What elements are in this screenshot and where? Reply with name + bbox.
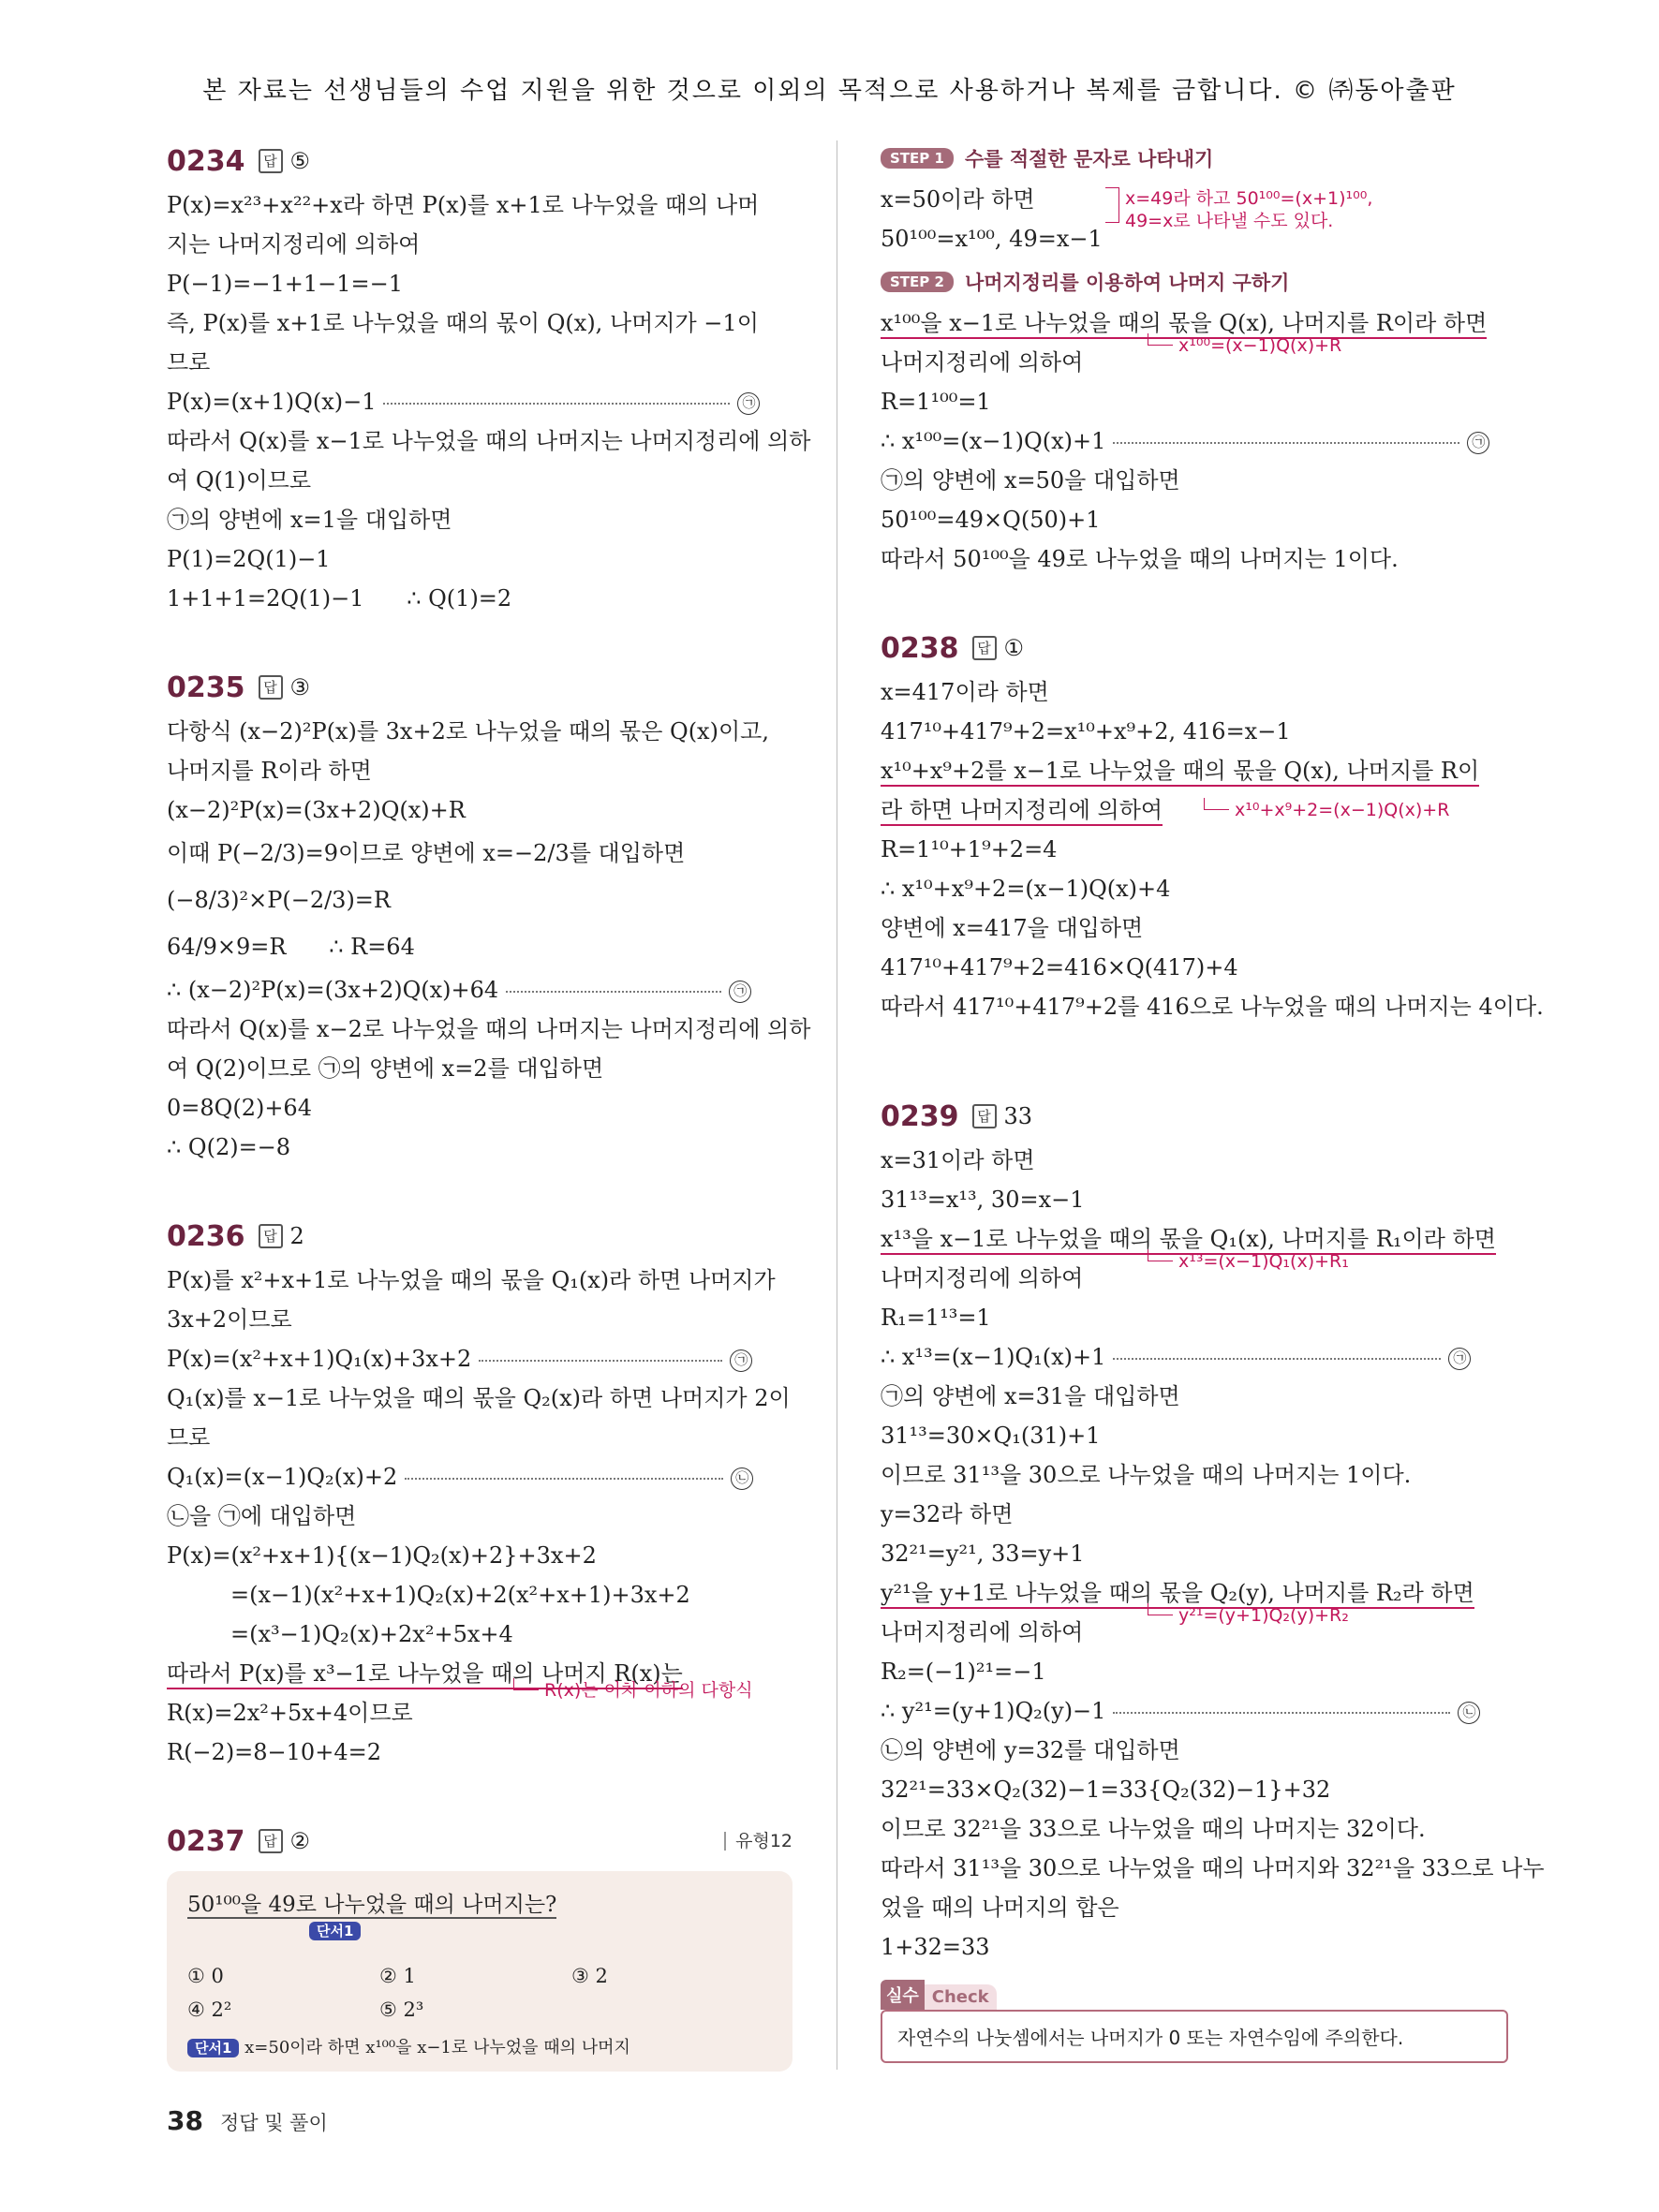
page-footer [167,2105,328,2136]
equation: 50¹⁰⁰=x¹⁰⁰, 49=x−1 [881,226,1103,252]
side-note [1204,798,1449,821]
choice-5[interactable]: ⑤ 2³ [379,1998,424,2021]
answer-icon: 답 [259,1829,283,1853]
solution-0237 [881,140,1510,579]
underlined-text: x¹⁰⁰을 x−1로 나누었을 때의 몫을 Q(x), 나머지를 R이라 하면 [881,310,1487,339]
text-line: 417¹⁰+417⁹+2=x¹⁰+x⁹+2, 416=x−1 [881,718,1291,745]
text-line: 31¹³=x¹³, 30=x−1 [881,1187,1085,1213]
step-1-header [881,140,1510,176]
leader-dots [405,1478,723,1480]
question-box [167,1871,792,2072]
arrow-icon [513,1678,539,1690]
equation-line [881,421,1510,461]
equation: R(x)=2x²+5x+4이므로 [167,1700,413,1726]
text-line: y=32라 하면 [881,1501,1014,1527]
text-line: 0=8Q(2)+64 [167,1095,312,1121]
copyright-notice: 본 자료는 선생님들의 수업 지원을 위한 것으로 이외의 목적으로 사용하거나 복제를 금합니다. © ㈜동아출판 [202,77,1457,105]
equation-line [167,382,792,421]
choice-4[interactable]: ④ 2² [187,1998,232,2021]
text-line: R=1¹⁰+1⁹+2=4 [881,836,1058,863]
answer-value: ② [289,1828,311,1854]
note-text: y²¹=(y+1)Q₂(y)+R₂ [1178,1605,1349,1626]
question-underlined: 50¹⁰⁰을 49로 나누었을 때의 나머지는? [187,1893,557,1917]
note-text: x=49라 하고 50¹⁰⁰=(x+1)¹⁰⁰, [1125,188,1373,209]
problem-number: 0239 [881,1099,959,1133]
equation-line [881,1691,1510,1731]
answer-value: 2 [289,1223,304,1249]
text-line [167,1680,792,1733]
text-line: =(x³−1)Q₂(x)+2x²+5x+4 [230,1621,513,1647]
side-note [1148,333,1341,357]
leader-dots [383,403,730,405]
answer-icon: 답 [972,1104,997,1128]
equation-line [881,1337,1510,1377]
problem-number: 0235 [167,671,245,704]
text: 나머지정리에 의하여 [881,1619,1084,1645]
text-line: 32²¹=33×Q₂(32)−1=33{Q₂(32)−1}+32 [881,1777,1331,1803]
problem-number: 0237 [167,1824,245,1858]
text-line: 1+1+1=2Q(1)−1 ∴ Q(1)=2 [167,585,512,612]
text-line: 여 Q(1)이므로 [167,467,312,494]
answer-icon: 답 [259,149,283,173]
equation: ∴ y²¹=(y+1)Q₂(y)−1 [881,1698,1106,1724]
underlined-text: 라 하면 나머지정리에 의하여 [881,797,1163,826]
text-line [881,790,1510,830]
arrow-icon [1148,333,1173,346]
text-line: 었을 때의 나머지의 합은 [881,1895,1119,1921]
arrow-icon [1148,1603,1173,1615]
check-box: 자연수의 나눗셈에서는 나머지가 0 또는 자연수임에 주의한다. [881,2010,1508,2063]
text-line: Q₁(x)를 x−1로 나누었을 때의 몫을 Q₂(x)라 하면 나머지가 2이 [167,1385,791,1411]
equation: ∴ x¹⁰⁰=(x−1)Q(x)+1 [881,428,1106,454]
circled-label: ㉠ [737,392,760,415]
clue-badge: 단서1 [187,2039,239,2057]
problem-0236 [167,1216,792,1772]
mistake-badge: 실수 [881,1980,925,2010]
clue-text [187,2034,772,2058]
underlined-text: y²¹을 y+1로 나누었을 때의 몫을 Q₂(y), 나머지를 R₂라 하면 [881,1580,1474,1609]
text-line: x=417이라 하면 [881,679,1049,705]
step-badge: STEP 1 [881,148,954,169]
text-line: =(x−1)(x²+x+1)Q₂(x)+2(x²+x+1)+3x+2 [230,1582,690,1608]
text-line: 50¹⁰⁰=49×Q(50)+1 [881,507,1101,533]
answer-value: ⑤ [289,148,311,174]
text-line: 3x+2이므로 [167,1306,292,1333]
answer-value: 33 [1003,1103,1033,1129]
circled-label: ㉠ [1448,1348,1471,1370]
side-note [1148,1603,1349,1627]
text-line: 므로 [167,1424,211,1451]
equation-line [167,970,792,1010]
text-line [881,1605,1510,1652]
step-title: 나머지정리를 이용하여 나머지 구하기 [964,272,1290,294]
circled-label: ㉠ [1467,432,1489,454]
text-line: 1+32=33 [881,1934,990,1960]
text-line: 여 Q(2)이므로 ㉠의 양변에 x=2를 대입하면 [167,1055,604,1082]
underlined-text: x¹⁰+x⁹+2를 x−1로 나누었을 때의 몫을 Q(x), 나머지를 R이 [881,758,1479,787]
note-text: R(x)는 이차 이하의 다항식 [544,1680,753,1701]
text-line: 31¹³=30×Q₁(31)+1 [881,1423,1101,1449]
text-line: 32²¹=y²¹, 33=y+1 [881,1541,1085,1567]
note-text: x¹⁰⁰=(x−1)Q(x)+R [1178,335,1342,356]
answer-value: ③ [289,674,311,700]
equation-line [167,1457,792,1497]
text-line: (−8/3)²×P(−2/3)=R [167,887,391,913]
step-title: 수를 적절한 문자로 나타내기 [964,148,1214,170]
text-line: 따라서 50¹⁰⁰을 49로 나누었을 때의 나머지는 1이다. [881,546,1399,572]
circled-label: ㉡ [1458,1702,1480,1724]
text-line: P(x)=(x²+x+1){(x−1)Q₂(x)+2}+3x+2 [167,1542,597,1569]
choice-1[interactable]: ① 0 [187,1965,224,1987]
page-number: 38 [167,2105,203,2136]
circled-label: ㉠ [730,1349,752,1372]
leader-dots [1113,442,1459,444]
circled-label: ㉡ [731,1467,753,1490]
underlined-text: 따라서 P(x)를 x³−1로 나누었을 때의 나머지 R(x)는 [167,1660,683,1689]
text-line: ㉠의 양변에 x=31을 대입하면 [881,1383,1180,1409]
footer-label: 정답 및 풀이 [219,2112,328,2134]
problem-0239 [881,1096,1545,2063]
text: 나머지정리에 의하여 [881,1265,1084,1291]
right-column [881,140,1545,2063]
note-text: 49=x로 나타낼 수도 있다. [1125,211,1334,231]
problem-number: 0238 [881,631,959,665]
check-badge: Check [925,1984,997,2010]
text-line: ∴ Q(2)=−8 [167,1134,291,1160]
note-text: x¹⁰+x⁹+2=(x−1)Q(x)+R [1235,800,1450,820]
text-line: P(−1)=−1+1−1=−1 [167,271,403,297]
equation: ∴ (x−2)²P(x)=(3x+2)Q(x)+64 [167,977,499,1003]
text-line: 따라서 Q(x)를 x−2로 나누었을 때의 나머지는 나머지정리에 의하 [167,1016,811,1042]
text-line: ㉠의 양변에 x=1을 대입하면 [167,507,452,533]
text-line: ㉡을 ㉠에 대입하면 [167,1503,357,1529]
equation: P(x)=(x+1)Q(x)−1 [167,389,377,415]
problem-number: 0236 [167,1219,245,1253]
text-line: x=50이라 하면 [881,186,1035,213]
text-line: 따라서 31¹³을 30으로 나누었을 때의 나머지와 32²¹을 33으로 나누 [881,1855,1545,1881]
arrow-icon [1204,798,1229,810]
question-text [187,1888,772,1922]
text-line: 다항식 (x−2)²P(x)를 3x+2로 나누었을 때의 몫은 Q(x)이고, [167,718,769,745]
side-note [1148,1249,1349,1273]
left-column [167,140,811,2072]
equation-line [167,1339,792,1379]
answer-value: ① [1003,635,1025,661]
problem-0234 [167,140,811,618]
text-line: P(x)=x²³+x²²+x라 하면 P(x)를 x+1로 나누었을 때의 나머 [167,192,760,218]
text-line: 417¹⁰+417⁹+2=416×Q(417)+4 [881,954,1238,981]
text-line: 따라서 417¹⁰+417⁹+2를 416으로 나누었을 때의 나머지는 4이다. [881,994,1544,1020]
text-line: 양변에 x=417을 대입하면 [881,915,1144,941]
side-note [1105,187,1372,232]
hint-badge-row [187,1922,772,1942]
text-line: 64/9×9=R ∴ R=64 [167,934,415,960]
answer-icon: 답 [259,1224,283,1248]
clue-content: x=50이라 하면 x¹⁰⁰을 x−1로 나누었을 때의 나머지 [244,2038,630,2057]
text-line: P(1)=2Q(1)−1 [167,546,331,572]
equation: P(x)=(x²+x+1)Q₁(x)+3x+2 [167,1346,472,1372]
text-line: R=1¹⁰⁰=1 [881,389,991,415]
text-line: P(x)를 x²+x+1로 나누었을 때의 몫을 Q₁(x)라 하면 나머지가 [167,1267,776,1293]
choice-list [187,1959,772,2027]
problem-0238 [881,627,1544,1026]
text-line: 이므로 32²¹을 33으로 나누었을 때의 나머지는 32이다. [881,1816,1426,1842]
type-label: 유형12 [724,1832,792,1851]
bracket-icon [1105,187,1119,223]
text: 나머지정리에 의하여 [881,349,1084,376]
text-line: 이때 P(−2/3)=9이므로 양변에 x=−2/3를 대입하면 [167,840,686,866]
choice-3[interactable]: ③ 2 [571,1965,608,1987]
text-line: R₁=1¹³=1 [881,1305,991,1331]
text-line: 따라서 Q(x)를 x−1로 나누었을 때의 나머지는 나머지정리에 의하 [167,428,811,454]
text-line [881,751,1510,790]
equation: ∴ x¹³=(x−1)Q₁(x)+1 [881,1344,1106,1370]
leader-dots [1113,1712,1450,1714]
choice-2[interactable]: ② 1 [379,1965,416,1987]
text-line [881,1251,1510,1298]
side-note [513,1678,753,1702]
equation: Q₁(x)=(x−1)Q₂(x)+2 [167,1464,398,1490]
text-line: 이므로 31¹³을 30으로 나누었을 때의 나머지는 1이다. [881,1462,1412,1488]
leader-dots [506,991,721,993]
text-line: 지는 나머지정리에 의하여 [167,231,421,258]
problem-0237 [167,1821,792,2072]
text-line: ∴ x¹⁰+x⁹+2=(x−1)Q(x)+4 [881,876,1171,902]
text-line: R(−2)=8−10+4=2 [167,1739,381,1765]
answer-icon: 답 [972,636,997,660]
text-line: ㉡의 양변에 y=32를 대입하면 [881,1737,1180,1763]
text-line: R₂=(−1)²¹=−1 [881,1659,1046,1685]
text-line [881,335,1510,382]
step-2-header [881,264,1510,300]
text-line: 나머지를 R이라 하면 [167,758,372,784]
text-line: x=31이라 하면 [881,1147,1035,1173]
check-header [881,1980,1510,2010]
problem-0235 [167,667,811,1167]
underlined-text: x¹³을 x−1로 나누었을 때의 몫을 Q₁(x), 나머지를 R₁이라 하면 [881,1226,1496,1255]
text-line: 므로 [167,349,211,376]
step-badge: STEP 2 [881,272,954,292]
text-line: 즉, P(x)를 x+1로 나누었을 때의 몫이 Q(x), 나머지가 −1이 [167,310,759,336]
note-text: x¹³=(x−1)Q₁(x)+R₁ [1178,1251,1349,1272]
text-line: (x−2)²P(x)=(3x+2)Q(x)+R [167,797,466,823]
answer-icon: 답 [259,675,283,700]
circled-label: ㉠ [729,981,751,1003]
text-line: ㉠의 양변에 x=50을 대입하면 [881,467,1180,494]
arrow-icon [1148,1249,1173,1261]
leader-dots [1113,1358,1441,1360]
problem-number: 0234 [167,144,245,178]
leader-dots [479,1360,722,1362]
clue-badge: 단서1 [309,1922,361,1940]
